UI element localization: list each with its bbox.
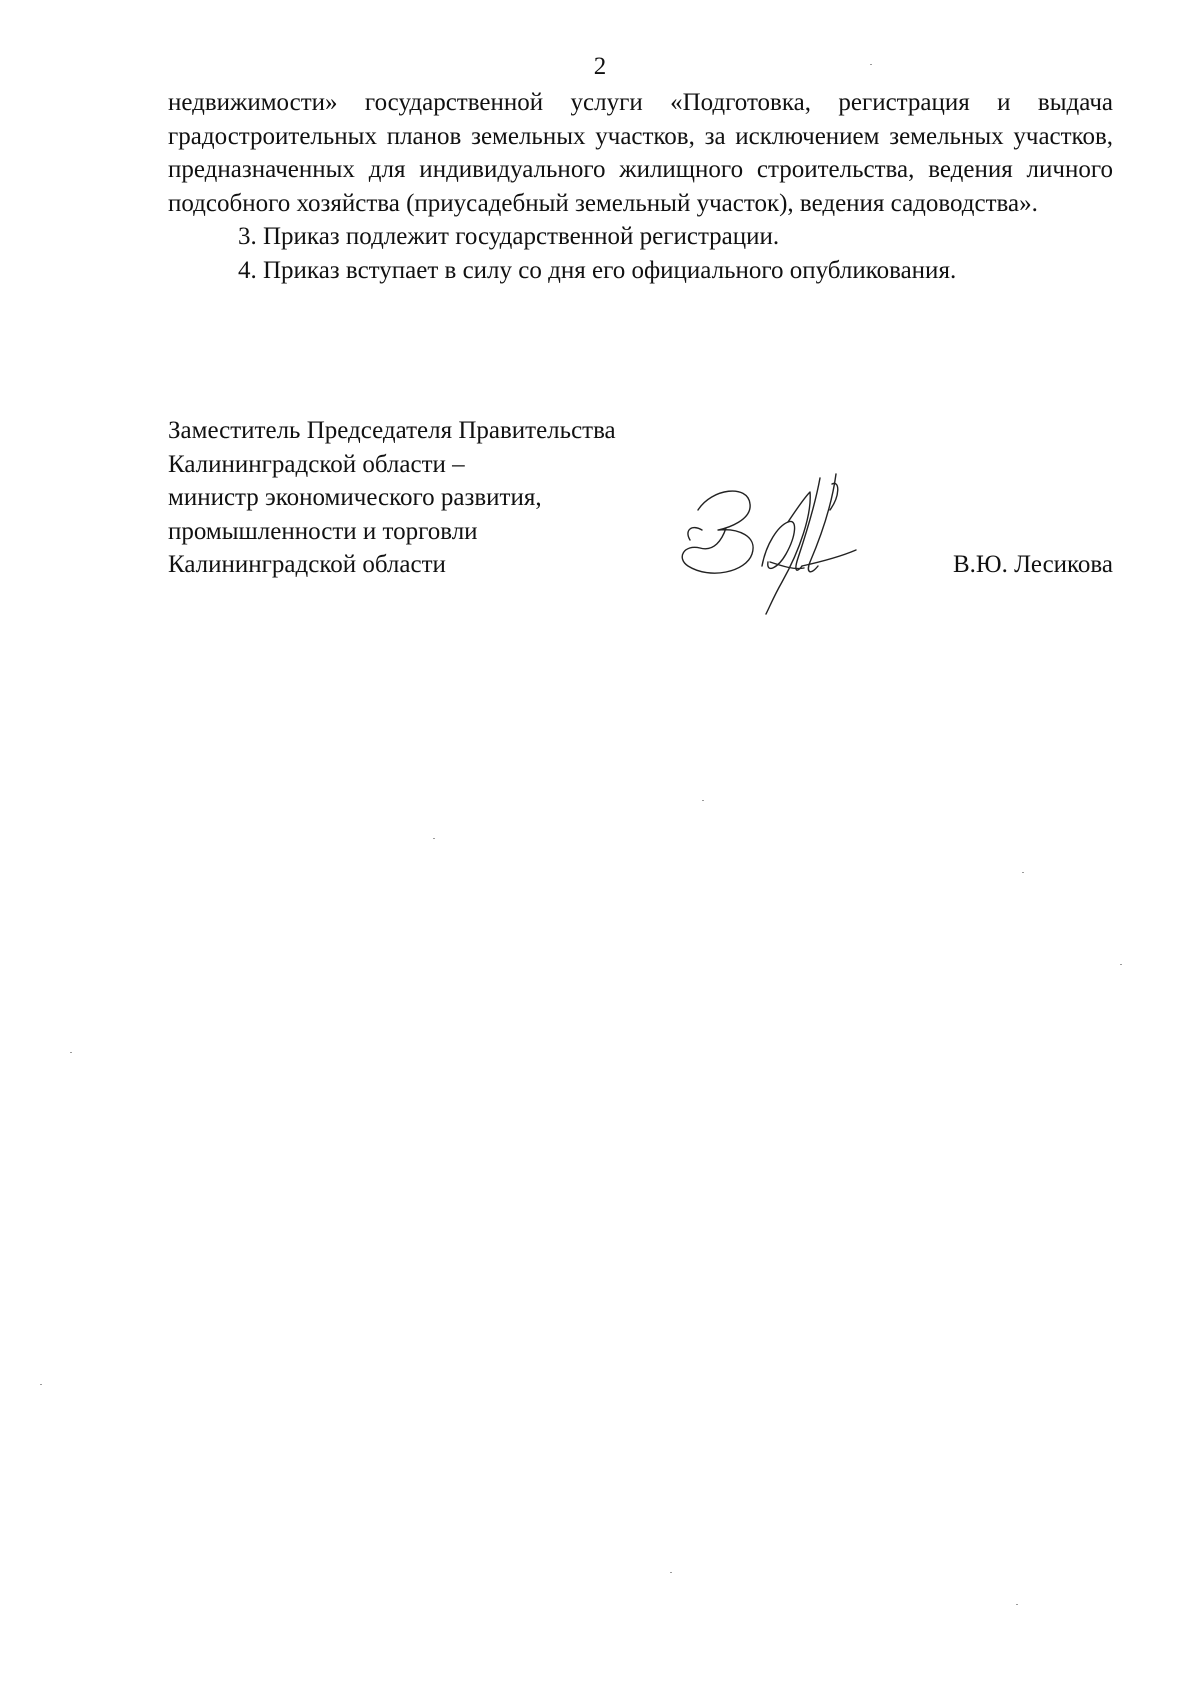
signatory-position <box>168 414 688 582</box>
signatory-name: В.Ю. Лесикова <box>952 551 1113 578</box>
page-number: 2 <box>593 53 607 80</box>
scan-speck <box>702 800 704 801</box>
scan-speck <box>40 1384 42 1385</box>
position-line: Калининградской области <box>168 551 446 578</box>
scan-speck <box>433 838 435 839</box>
scan-speck <box>870 64 872 65</box>
scan-speck <box>670 1572 672 1573</box>
scan-speck <box>1120 964 1122 965</box>
position-line: Калининградской области – <box>168 450 465 478</box>
paragraph-item-3: 3. Приказ подлежит государственной регистрации. <box>238 223 780 250</box>
scan-speck <box>70 1052 72 1053</box>
order-text <box>168 86 1113 287</box>
position-line: Заместитель Председателя Правительства <box>168 417 616 444</box>
handwritten-signature <box>670 470 870 620</box>
position-line: министр экономического развития, <box>168 484 542 511</box>
paragraph-continuation: недвижимости» государственной услуги «Подготовка, регистрация и выдача градостроительных планов земельных участков, за исключением земельных участков, предназначенных для индивидуального жилищного строительства, ведения личного подсобного хозяйства (приусадебный земельный участок), ведения садоводства». <box>168 89 1113 217</box>
position-line: промышленности и торговли <box>168 517 478 545</box>
paragraph-item-4: 4. Приказ вступает в силу со дня его официального опубликования. <box>238 256 957 284</box>
scan-speck <box>1016 1604 1018 1605</box>
scan-speck <box>1022 872 1024 873</box>
